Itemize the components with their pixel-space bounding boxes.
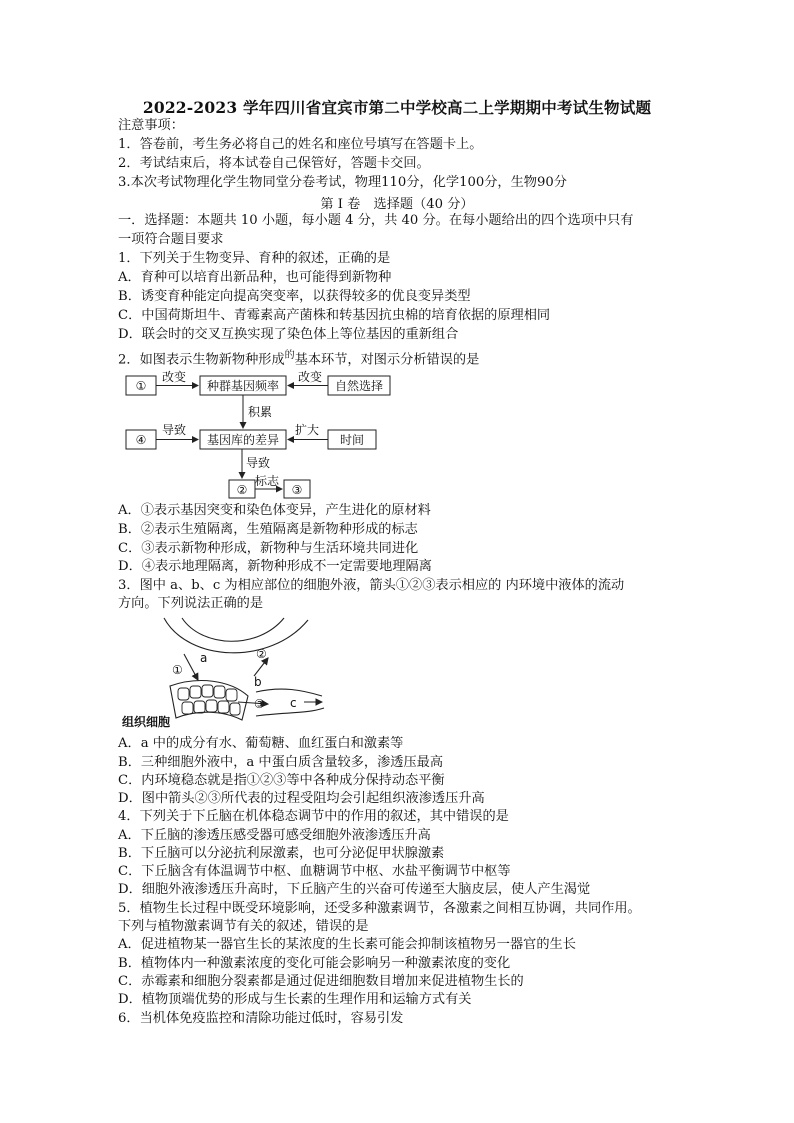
- tissue-cell: [206, 700, 217, 712]
- label-change-2: 改变: [298, 370, 323, 384]
- label-accumulate: 积累: [248, 405, 273, 419]
- label-a: a: [200, 651, 208, 665]
- q2-stem-part: 基本环节，对图示分析错误的是: [294, 352, 480, 368]
- box-gene-frequency-label: 种群基因频率: [206, 379, 280, 393]
- q5-stem: 下列与植物激素调节有关的叙述，错误的是: [118, 919, 369, 934]
- tissue-cell-label: 组织细胞: [122, 715, 171, 729]
- label-c: c: [290, 696, 297, 710]
- section-heading: 第 I 卷 选择题（40 分）: [320, 197, 474, 212]
- label-mark: 标志: [255, 474, 280, 488]
- tissue-cell: [218, 701, 229, 713]
- q1-stem: 1．下列关于生物变异、育种的叙述，正确的是: [118, 251, 391, 266]
- q3-option-a: A．a 中的成分有水、葡萄糖、血红蛋白和激素等: [118, 736, 404, 751]
- q2-option-c: C．③表示新物种形成，新物种与生活环境共同进化: [118, 541, 419, 556]
- label-cause-2: 导致: [246, 456, 271, 470]
- box-gene-pool-label: 基因库的差异: [206, 433, 280, 447]
- q1-option-c: C．中国荷斯坦牛、青霉素高产菌株和转基因抗虫棉的培育依据的原理相同: [118, 308, 551, 323]
- tissue-cell: [190, 686, 201, 698]
- label-2: ②: [256, 647, 267, 661]
- q2-stem-part: 2．如图表示生物新物种形成: [118, 352, 285, 368]
- q2-option-d: D．④表示地理隔离，新物种形成不一定需要地理隔离: [118, 559, 432, 574]
- tissue-cell: [178, 688, 189, 700]
- exam-title: 2022-2023 学年四川省宜宾市第二中学校高二上学期期中考试生物试题: [142, 98, 652, 117]
- capillary-inner-wall: [182, 618, 284, 641]
- label-expand: 扩大: [295, 423, 320, 437]
- q4-option-b: B．下丘脑可以分泌抗利尿激素，也可分泌促甲状腺激素: [118, 846, 445, 861]
- q4-option-a: A．下丘脑的渗透压感受器可感受细胞外液渗透压升高: [118, 828, 431, 843]
- section-intro: 一项符合题目要求: [118, 232, 224, 247]
- label-1: ①: [172, 663, 183, 677]
- label-change-1: 改变: [162, 370, 187, 384]
- q2-stem-sup: 的: [284, 350, 295, 361]
- q5-option-d: D．植物顶端优势的形成与生长素的生理作用和运输方式有关: [118, 992, 472, 1007]
- tissue-cell: [182, 702, 193, 714]
- box-3-label: ③: [291, 483, 303, 497]
- box-time-label: 时间: [339, 433, 365, 447]
- box-4-label: ④: [135, 433, 147, 447]
- box-1-label: ①: [135, 379, 147, 393]
- q5-option-c: C．赤霉素和细胞分裂素都是通过促进细胞数目增加来促进植物生长的: [118, 974, 524, 989]
- q4-option-d: D．细胞外液渗透压升高时，下丘脑产生的兴奋可传递至大脑皮层，使人产生渴觉: [118, 882, 591, 897]
- body-fluid-diagram: [118, 614, 338, 732]
- flow-arrow-1: [184, 654, 198, 680]
- q2-option-a: A．①表示基因突变和染色体变异，产生进化的原材料: [118, 503, 431, 518]
- notice-heading: 注意事项：: [118, 118, 184, 133]
- q3-stem: 方向。下列说法正确的是: [118, 596, 264, 611]
- section-intro: 一．选择题：本题共 10 小题，每小题 4 分，共 40 分。在每小题给出的四个选项中只有: [118, 213, 634, 228]
- q1-option-d: D．联会时的交叉互换实现了染色体上等位基因的重新组合: [118, 327, 459, 342]
- notice-item: 3.本次考试物理化学生物同堂分卷考试，物理110分，化学100分，生物90分: [118, 175, 567, 190]
- label-b: b: [254, 675, 262, 689]
- q5-option-a: A．促进植物某一器官生长的某浓度的生长素可能会抑制该植物另一器官的生长: [118, 937, 576, 952]
- q6-stem: 6．当机体免疫监控和清除功能过低时，容易引发: [118, 1011, 404, 1026]
- notice-item: 1．答卷前，考生务必将自己的姓名和座位号填写在答题卡上。: [118, 137, 483, 152]
- q4-stem: 4．下列关于下丘脑在机体稳态调节中的作用的叙述，其中错误的是: [118, 809, 509, 824]
- tissue-cell: [214, 686, 225, 698]
- label-3: ③: [254, 697, 265, 711]
- tissue-cell: [226, 689, 237, 701]
- box-natural-selection-label: 自然选择: [334, 379, 384, 393]
- tissue-cell: [194, 701, 205, 713]
- q3-option-b: B．三种细胞外液中，a 中蛋白质含量较多，渗透压最高: [118, 755, 444, 770]
- box-2-label: ②: [236, 483, 248, 497]
- q3-stem: 3．图中 a、b、c 为相应部位的细胞外液，箭头①②③表示相应的 内环境中液体的流动: [118, 578, 625, 593]
- q2-option-b: B．②表示生殖隔离，生殖隔离是新物种形成的标志: [118, 522, 418, 537]
- q4-option-c: C．下丘脑含有体温调节中枢、血糖调节中枢、水盐平衡调节中枢等: [118, 864, 511, 879]
- lymph-vessel-top: [256, 689, 322, 696]
- q1-option-a: A．育种可以培育出新品种，也可能得到新物种: [118, 270, 392, 285]
- tissue-cell: [230, 703, 240, 715]
- label-cause-1: 导致: [162, 423, 187, 437]
- q1-option-b: B．诱变育种能定向提高突变率，以获得较多的优良变异类型: [118, 289, 471, 304]
- notice-item: 2．考试结束后，将本试卷自己保管好，答题卡交回。: [118, 156, 430, 171]
- q3-option-d: D．图中箭头②③所代表的过程受阻均会引起组织液渗透压升高: [118, 791, 485, 806]
- speciation-diagram: [118, 368, 408, 500]
- q3-option-c: C．内环境稳态就是指①②③等中各种成分保持动态平衡: [118, 773, 445, 788]
- q2-stem: [118, 347, 479, 369]
- tissue-cell: [202, 685, 213, 697]
- q5-option-b: B．植物体内一种激素浓度的变化可能会影响另一种激素浓度的变化: [118, 956, 511, 971]
- q5-stem: 5．植物生长过程中既受环境影响，还受多种激素调节，各激素之间相互协调，共同作用。: [118, 901, 641, 916]
